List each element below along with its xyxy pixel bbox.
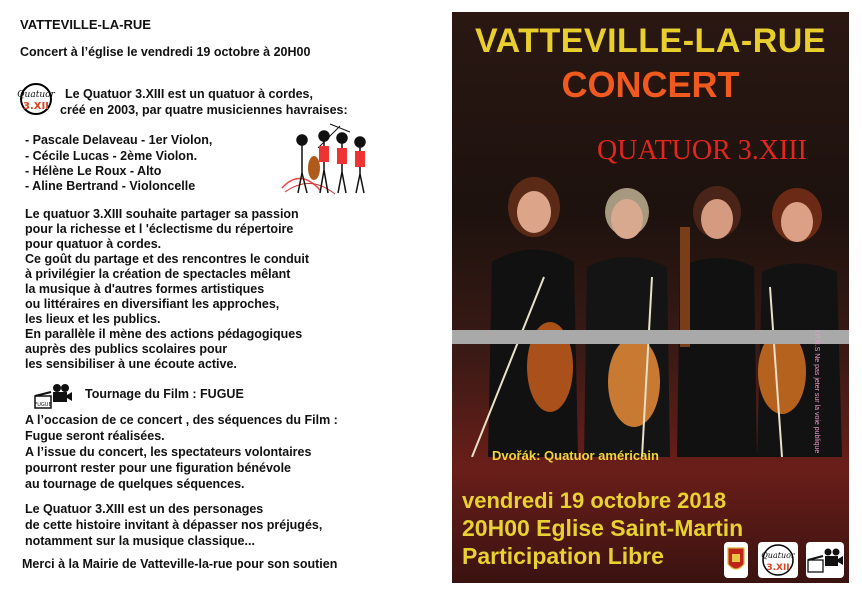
poster-participation: Participation Libre <box>462 543 664 569</box>
quatuor-logo-icon <box>14 82 58 116</box>
closing-line-1: Le Quatuor 3.XIII est un des personages <box>25 502 264 516</box>
film-line-2: Fugue seront réalisées. <box>25 429 165 443</box>
musicians-drawing-icon <box>280 118 380 198</box>
poster-town: VATTEVILLE-LA-RUE <box>475 22 826 60</box>
left-subtitle: Concert à l’église le vendredi 19 octobre à 20H00 <box>20 45 311 59</box>
para-line-3: pour quatuor à cordes. <box>25 237 162 251</box>
mairie-crest-icon <box>724 542 748 578</box>
left-title: VATTEVILLE-LA-RUE <box>20 17 151 32</box>
para-line-8: les lieux et les publics. <box>25 312 161 326</box>
film-line-4: pourront rester pour une figuration bénévole <box>25 461 291 475</box>
para-line-10: auprès des publics scolaires pour <box>25 342 228 356</box>
closing-line-3: notamment sur la musique classique... <box>25 534 255 548</box>
concert-poster <box>452 12 849 583</box>
poster-date: vendredi 19 octobre 2018 <box>462 488 727 513</box>
fugue-film-small-icon <box>806 542 844 578</box>
para-line-7: ou littéraires en diversifiant les approches, <box>25 297 280 311</box>
poster-ensemble: QUATUOR 3.XIII <box>597 135 807 166</box>
quartet-photo <box>452 167 849 457</box>
film-line-3: A l’issue du concert, les spectateurs volontaires <box>25 445 312 459</box>
para-line-6: la musique à d'autres formes artistiques <box>25 282 265 296</box>
para-line-1: Le quatuor 3.XIII souhaite partager sa passion <box>25 207 299 221</box>
member-2: - Cécile Lucas - 2ème Violon. <box>25 149 198 163</box>
film-line-1: A l’occasion de ce concert , des séquences du Film : <box>25 413 338 427</box>
para-line-4: Ce goût du partage et des rencontres le conduit <box>25 252 310 266</box>
svg-text:FUGUE: FUGUE <box>34 402 52 408</box>
balcony-railing <box>452 330 849 344</box>
para-line-5: à privilégier la création de spectacles mêlant <box>25 267 291 281</box>
member-4: - Aline Bertrand - Violoncelle <box>25 179 196 193</box>
poster-vertical-note: I.P.N.S Ne pas jeter sur la voie publique <box>813 330 820 454</box>
intro-line-1: Le Quatuor 3.XIII est un quatuor à cordes, <box>65 87 313 101</box>
quatuor-logo-small-icon <box>758 542 798 578</box>
para-line-9: En parallèle il mène des actions pédagogiques <box>25 327 303 341</box>
intro-line-2: créé en 2003, par quatre musiciennes havraises: <box>60 103 348 117</box>
para-line-2: pour la richesse et l 'éclectisme du répertoire <box>25 222 294 236</box>
thanks-line: Merci à la Mairie de Vatteville-la-rue pour son soutien <box>22 557 338 571</box>
poster-concert: CONCERT <box>561 64 740 105</box>
svg-text:3.XII: 3.XII <box>23 101 49 112</box>
left-page <box>0 0 430 597</box>
closing-line-2: de cette histoire invitant à dépasser nos préjugés, <box>25 518 323 532</box>
film-heading: Tournage du Film : FUGUE <box>85 387 244 401</box>
poster-time-place: 20H00 Eglise Saint-Martin <box>462 515 744 541</box>
film-line-5: au tournage de quelques séquences. <box>25 477 245 491</box>
film-camera-icon <box>33 382 73 412</box>
svg-text:3.XII: 3.XII <box>766 563 790 573</box>
member-3: - Hélène Le Roux - Alto <box>25 164 162 178</box>
para-line-11: les sensibiliser à une écoute active. <box>25 357 237 371</box>
member-1: - Pascale Delaveau - 1er Violon, <box>25 133 213 147</box>
svg-text:Quatuor: Quatuor <box>761 551 795 560</box>
svg-text:Quatuor: Quatuor <box>17 90 55 100</box>
poster-program: Dvořák: Quatuor américain <box>492 448 659 463</box>
